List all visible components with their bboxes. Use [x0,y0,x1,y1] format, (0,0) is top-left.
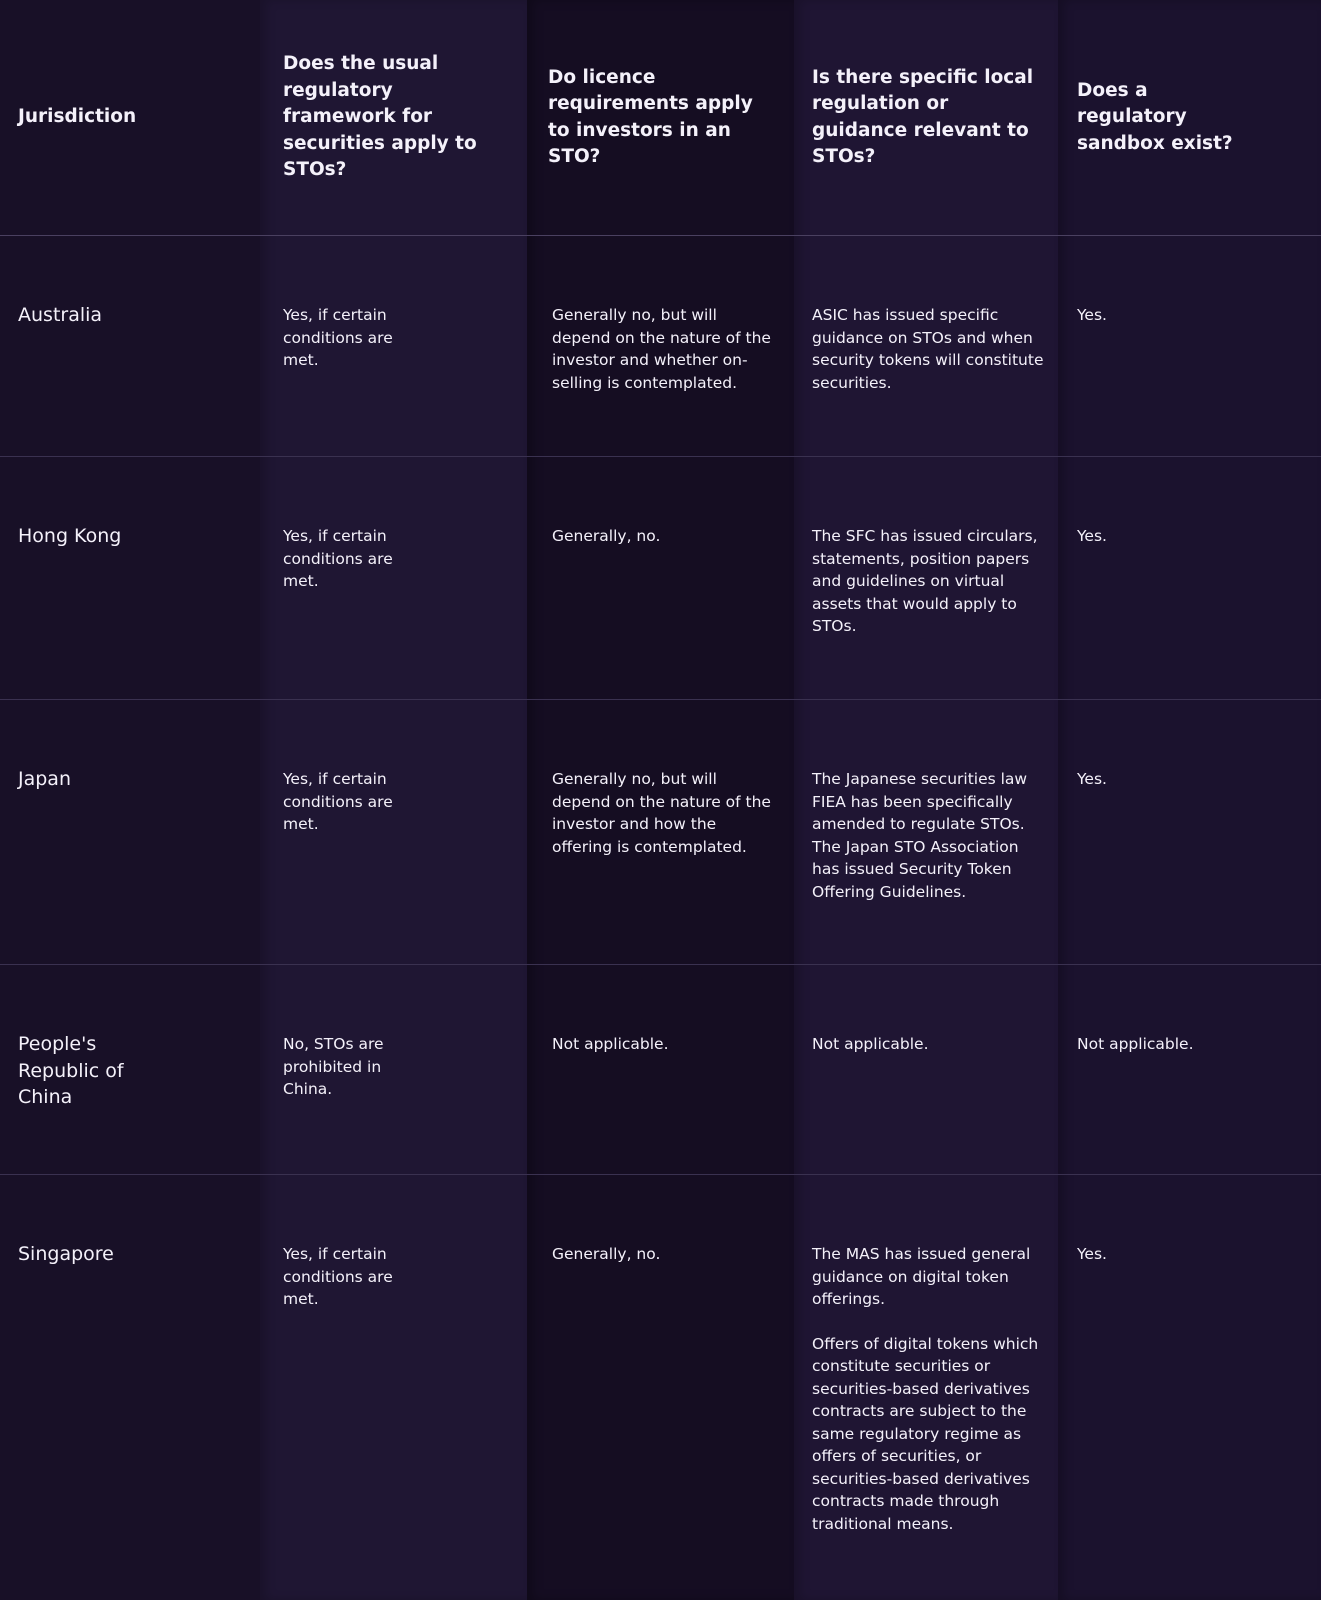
framework-cell: No, STOs are prohibited in China. [260,965,527,1175]
sandbox-cell: Yes. [1058,457,1321,700]
jurisdiction-cell: Australia [0,236,260,457]
header-jurisdiction: Jurisdiction [0,0,260,236]
sandbox-cell: Yes. [1058,700,1321,965]
jurisdiction-cell: Japan [0,700,260,965]
jurisdiction-cell: Hong Kong [0,457,260,700]
sandbox-cell: Yes. [1077,1245,1107,1263]
framework-cell: Yes, if certain conditions are met. [260,700,527,965]
licence-cell: Generally no, but will depend on the nature of the investor and whether on-selling is contemplated. [527,236,794,457]
framework-cell: Yes, if certain conditions are met. [260,457,527,700]
header-licence: Do licence requirements apply to investors in an STO? [527,0,794,236]
header-sandbox: Does a regulatory sandbox exist? [1058,0,1321,236]
regulation-cell: ASIC has issued specific guidance on STOs and when security tokens will constitute securities. [794,236,1058,457]
regulation-cell: The SFC has issued circulars, statements, position papers and guidelines on virtual assets that would apply to STOs. [794,457,1058,700]
licence-cell: Generally, no. [527,457,794,700]
sandbox-cell: Yes. [1058,236,1321,457]
regulation-cell: Not applicable. [794,965,1058,1175]
jurisdiction-cell: Singapore [18,1243,114,1265]
header-regulation: Is there specific local regulation or guidance relevant to STOs? [794,0,1058,236]
sandbox-cell: Not applicable. [1058,965,1321,1175]
licence-cell: Not applicable. [527,965,794,1175]
header-framework: Does the usual regulatory framework for securities apply to STOs? [260,0,527,236]
framework-cell: Yes, if certain conditions are met. [283,1245,393,1308]
regulation-cell: The Japanese securities law FIEA has been specifically amended to regulate STOs. The Japan STO Association has issued Security Token Offering Guidelines. [794,700,1058,965]
licence-cell: Generally, no. [552,1245,661,1263]
regulation-cell: The MAS has issued general guidance on digital token offerings. Offers of digital tokens which constitute securities or securities-based derivatives contracts are subject to the same regulatory regime as offers of securities, or securities-based derivatives contracts made through traditional means. [812,1245,1039,1533]
jurisdiction-cell: People's Republic of China [0,965,260,1175]
licence-cell: Generally no, but will depend on the nature of the investor and how the offering is contemplated. [527,700,794,965]
framework-cell: Yes, if certain conditions are met. [260,236,527,457]
